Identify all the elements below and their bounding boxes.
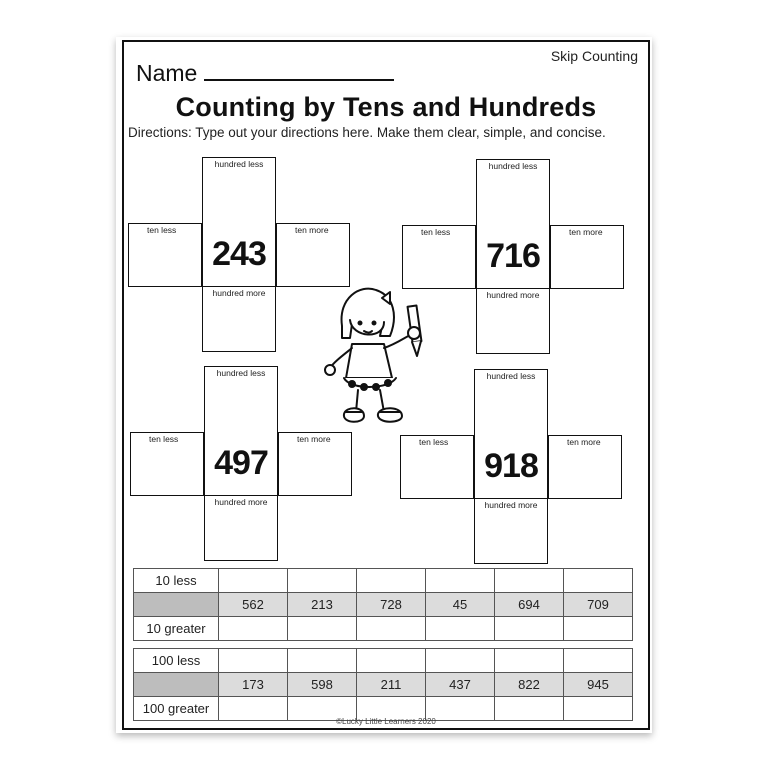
given-number-cell: 694	[495, 593, 564, 617]
hundred-more-box[interactable]	[476, 288, 550, 354]
answer-cell[interactable]	[426, 569, 495, 593]
girl-with-pencil-illustration	[324, 286, 440, 438]
hundred-less-greater-table	[133, 648, 633, 721]
answer-cell[interactable]	[219, 569, 288, 593]
cross-puzzle-3	[130, 366, 352, 562]
given-number-cell: 728	[357, 593, 426, 617]
center-number-box	[202, 223, 276, 287]
hundred-more-label: hundred more	[214, 497, 268, 507]
hundred-more-box[interactable]	[204, 495, 278, 561]
hundred-less-box[interactable]	[474, 369, 548, 436]
shaded-label-cell	[134, 593, 219, 617]
hundred-less-label: hundred less	[216, 368, 266, 378]
center-number: 716	[486, 237, 540, 275]
hundred-less-box[interactable]	[476, 159, 550, 226]
skip-counting-tag: Skip Counting	[550, 48, 638, 64]
hundred-less-label: hundred less	[488, 161, 538, 171]
answer-cell[interactable]	[495, 569, 564, 593]
ten-less-label: ten less	[147, 225, 177, 235]
ten-more-box[interactable]	[278, 432, 352, 496]
center-number: 497	[214, 444, 268, 482]
answer-cell[interactable]	[357, 649, 426, 673]
ten-less-label: ten less	[421, 227, 451, 237]
ten-more-label: ten more	[567, 437, 601, 447]
name-line[interactable]	[204, 79, 394, 81]
answer-cell[interactable]	[288, 569, 357, 593]
given-number-cell: 709	[564, 593, 633, 617]
center-number-box	[204, 432, 278, 496]
answer-cell[interactable]	[495, 617, 564, 641]
answer-cell[interactable]	[219, 649, 288, 673]
table-row-label: 10 greater	[134, 617, 219, 641]
given-number-cell: 45	[426, 593, 495, 617]
answer-cell[interactable]	[564, 617, 633, 641]
answer-cell[interactable]	[357, 569, 426, 593]
answer-cell[interactable]	[219, 617, 288, 641]
answer-cell[interactable]	[426, 649, 495, 673]
ten-less-box[interactable]	[130, 432, 204, 496]
ten-less-greater-table	[133, 568, 633, 641]
hundred-less-label: hundred less	[486, 371, 536, 381]
ten-less-box[interactable]	[402, 225, 476, 289]
page-title: Counting by Tens and Hundreds	[175, 92, 597, 122]
copyright-footer: ©Lucky Little Learners 2020	[336, 717, 436, 726]
answer-cell[interactable]	[564, 569, 633, 593]
given-number-cell: 213	[288, 593, 357, 617]
ten-less-label: ten less	[419, 437, 449, 447]
center-number-box	[474, 435, 548, 499]
ten-more-label: ten more	[297, 434, 331, 444]
given-number-cell: 211	[357, 673, 426, 697]
answer-cell[interactable]	[288, 617, 357, 641]
ten-less-box[interactable]	[400, 435, 474, 499]
hundred-less-label: hundred less	[214, 159, 264, 169]
center-number: 243	[212, 235, 266, 273]
given-number-cell: 562	[219, 593, 288, 617]
hundred-less-box[interactable]	[202, 157, 276, 224]
ten-more-label: ten more	[295, 225, 329, 235]
hundred-more-label: hundred more	[484, 500, 538, 510]
shaded-label-cell	[134, 673, 219, 697]
table-row-label: 10 less	[134, 569, 219, 593]
hundred-more-label: hundred more	[486, 290, 540, 300]
given-number-cell: 822	[495, 673, 564, 697]
answer-cell[interactable]	[495, 649, 564, 673]
directions-text: Directions: Type out your directions here. Make them clear, simple, and concise.	[128, 125, 606, 140]
table-row-label: 100 greater	[134, 697, 219, 721]
center-number-box	[476, 225, 550, 289]
given-number-cell: 437	[426, 673, 495, 697]
ten-more-box[interactable]	[548, 435, 622, 499]
ten-more-label: ten more	[569, 227, 603, 237]
given-number-cell: 173	[219, 673, 288, 697]
cross-puzzle-1	[128, 157, 350, 353]
ten-more-box[interactable]	[550, 225, 624, 289]
answer-cell[interactable]	[426, 617, 495, 641]
answer-cell[interactable]	[357, 617, 426, 641]
hundred-more-label: hundred more	[212, 288, 266, 298]
hundred-less-box[interactable]	[204, 366, 278, 433]
ten-less-label: ten less	[149, 434, 179, 444]
answer-cell[interactable]	[564, 649, 633, 673]
given-number-cell: 945	[564, 673, 633, 697]
hundred-more-box[interactable]	[202, 286, 276, 352]
worksheet-frame	[122, 40, 650, 730]
given-number-cell: 598	[288, 673, 357, 697]
table-row-label: 100 less	[134, 649, 219, 673]
answer-cell[interactable]	[288, 649, 357, 673]
ten-less-box[interactable]	[128, 223, 202, 287]
ten-more-box[interactable]	[276, 223, 350, 287]
name-label: Name	[136, 60, 198, 86]
hundred-more-box[interactable]	[474, 498, 548, 564]
center-number: 918	[484, 447, 538, 485]
